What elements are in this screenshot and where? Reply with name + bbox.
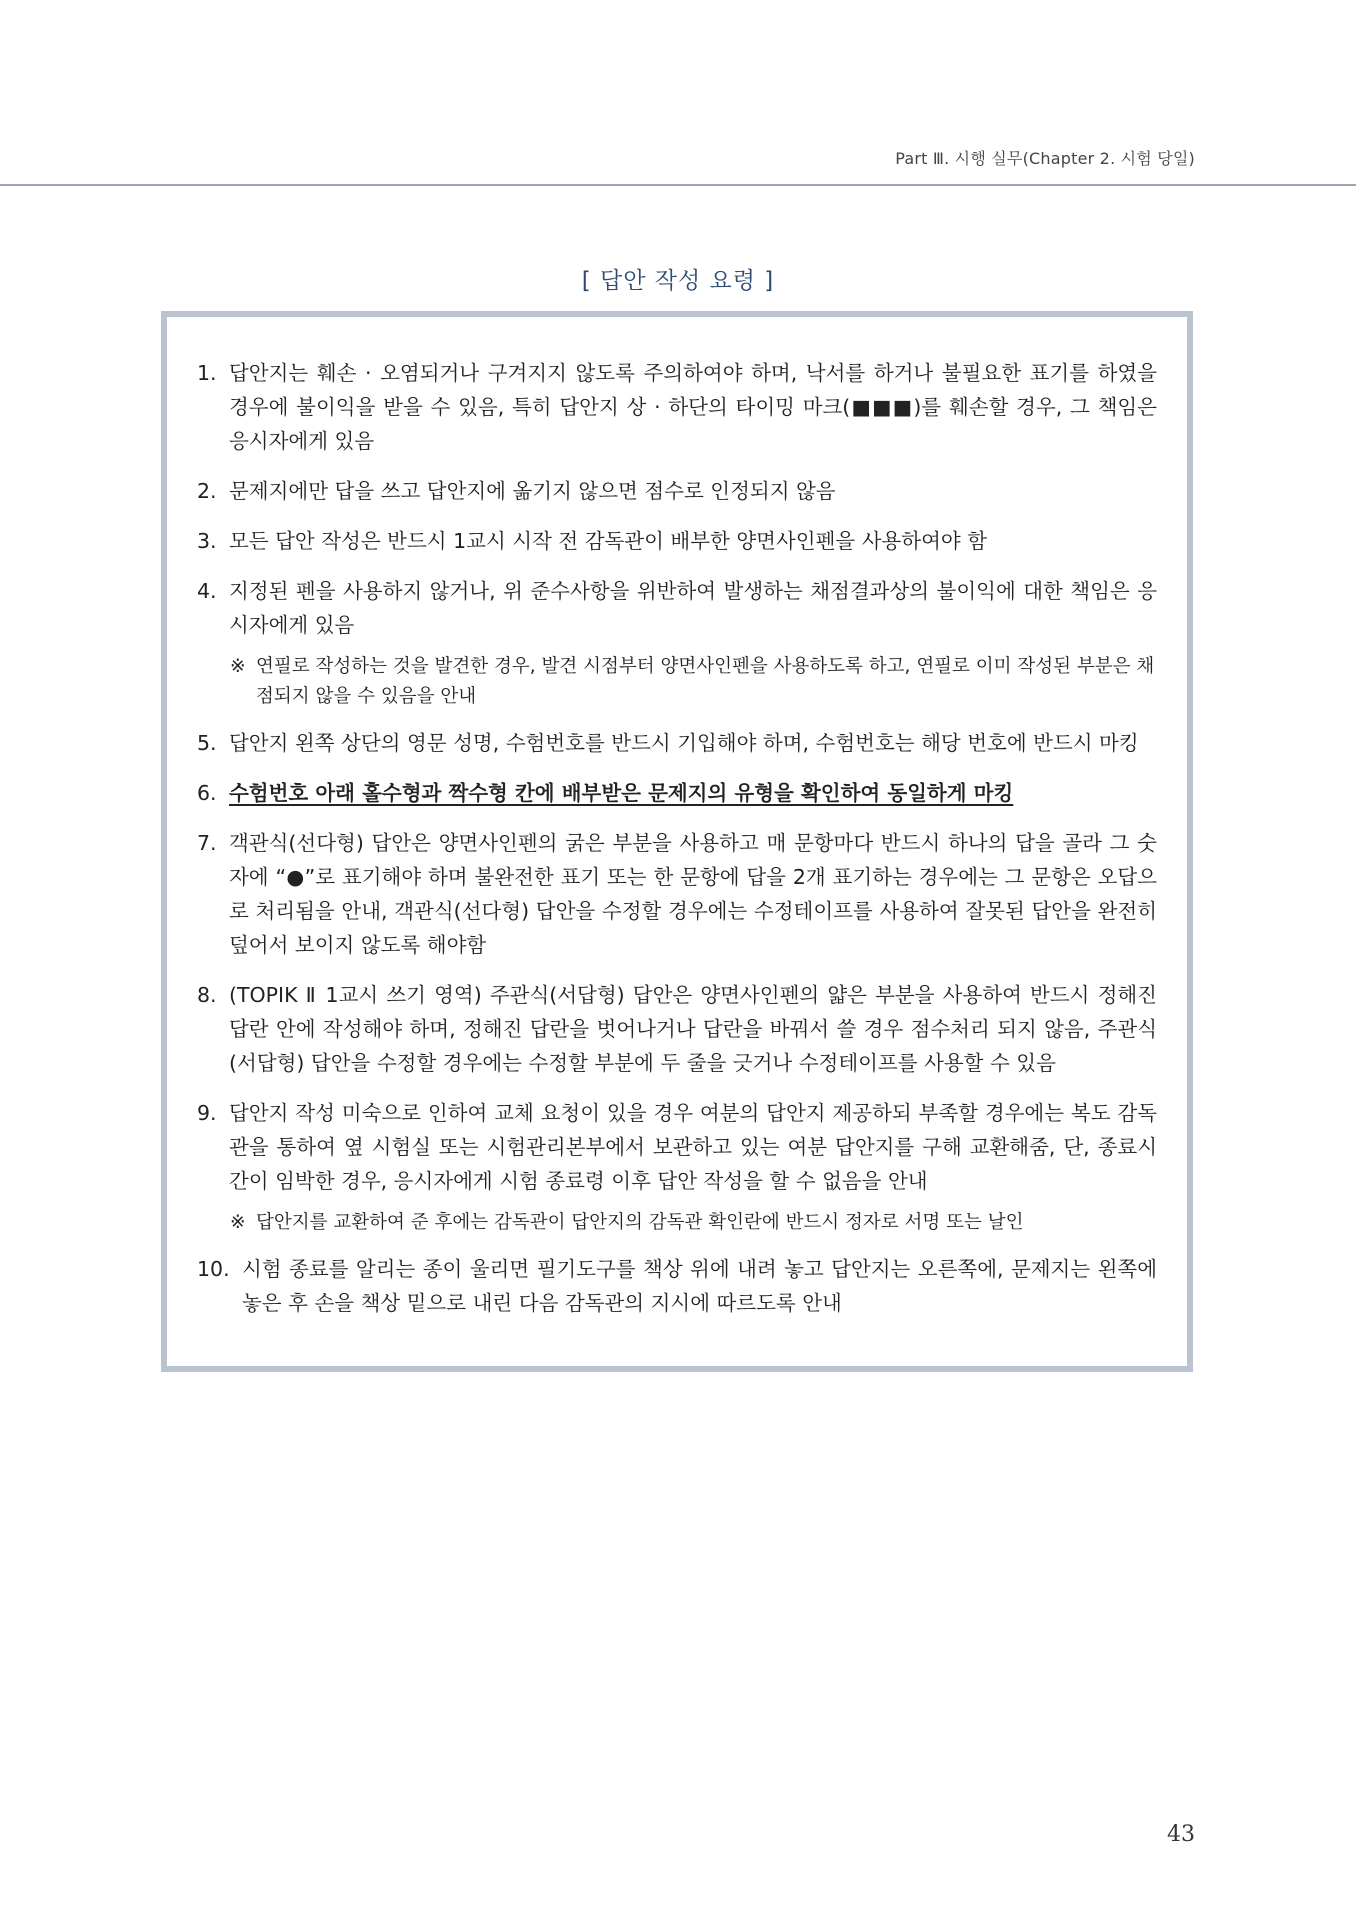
note-text: 연필로 작성하는 것을 발견한 경우, 발견 시점부터 양면사인펜을 사용하도록 하고, 연필로 이미 작성된 부분은 채점되지 않을 수 있음을 안내 <box>256 656 1155 707</box>
item-text: 답안지 왼쪽 상단의 영문 성명, 수험번호를 반드시 기입해야 하며, 수험번호는 해당 번호에 반드시 마킹 <box>229 731 1139 755</box>
item-number: 7. <box>197 831 217 855</box>
list-item <box>197 356 1157 458</box>
list-item <box>197 826 1157 962</box>
item-number: 2. <box>197 479 217 503</box>
note-mark: ※ <box>230 656 246 677</box>
running-header: Part Ⅲ. 시행 실무(Chapter 2. 시험 당일) <box>895 149 1195 168</box>
section-title: [ 답안 작성 요령 ] <box>581 268 775 294</box>
item-text: 지정된 펜을 사용하지 않거나, 위 준수사항을 위반하여 발생하는 채점결과상의 불이익에 대한 책임은 응시자에게 있음 <box>229 579 1157 637</box>
item-number: 3. <box>197 529 217 553</box>
item-number: 10. <box>197 1257 230 1281</box>
note-mark: ※ <box>230 1212 246 1233</box>
item-note <box>197 652 1157 712</box>
item-number: 1. <box>197 361 217 385</box>
list-item <box>197 1096 1157 1198</box>
item-number: 6. <box>197 781 217 805</box>
item-text: 답안지 작성 미숙으로 인하여 교체 요청이 있을 경우 여분의 답안지 제공하되 부족할 경우에는 복도 감독관을 통하여 옆 시험실 또는 시험관리본부에서 보관하고 있는 여분 답안지를 구해 교환해줌, 단, 종료시간이 임박한 경우, 응시자에게 시험 종료령 이후 답안 작성을 할 수 없음을 안내 <box>229 1101 1157 1193</box>
item-text: 시험 종료를 알리는 종이 울리면 필기도구를 책상 위에 내려 놓고 답안지는 오른쪽에, 문제지는 왼쪽에 놓은 후 손을 책상 밑으로 내린 다음 감독관의 지시에 따르도록 안내 <box>242 1257 1157 1315</box>
item-text: 객관식(선다형) 답안은 양면사인펜의 굵은 부분을 사용하고 매 문항마다 반드시 하나의 답을 골라 그 숫자에 “●”로 표기해야 하며 불완전한 표기 또는 한 문항에 답을 2개 표기하는 경우에는 그 문항은 오답으로 처리됨을 안내, 객관식(선다형) 답안을 수정할 경우에는 수정테이프를 사용하여 잘못된 답안을 완전히 덮어서 보이지 않도록 해야함 <box>229 831 1157 957</box>
instructions-list <box>197 356 1157 1336</box>
item-number: 8. <box>197 983 217 1007</box>
header-rule <box>0 184 1356 186</box>
note-text: 답안지를 교환하여 준 후에는 감독관이 답안지의 감독관 확인란에 반드시 정자로 서명 또는 날인 <box>256 1212 1024 1233</box>
list-item <box>197 574 1157 642</box>
page-number: 43 <box>1167 1822 1195 1847</box>
item-text: 모든 답안 작성은 반드시 1교시 시작 전 감독관이 배부한 양면사인펜을 사용하여야 함 <box>229 529 988 553</box>
item-text: 수험번호 아래 홀수형과 짝수형 칸에 배부받은 문제지의 유형을 확인하여 동일하게 마킹 <box>229 781 1014 805</box>
item-text: 답안지는 훼손 · 오염되거나 구겨지지 않도록 주의하여야 하며, 낙서를 하거나 불필요한 표기를 하였을 경우에 불이익을 받을 수 있음, 특히 답안지 상 · 하단의 타이밍 마크(■■■)를 훼손할 경우, 그 책임은 응시자에게 있음 <box>229 361 1157 453</box>
list-item <box>197 726 1157 760</box>
item-number: 9. <box>197 1101 217 1125</box>
list-item <box>197 978 1157 1080</box>
item-text: 문제지에만 답을 쓰고 답안지에 옮기지 않으면 점수로 인정되지 않음 <box>229 479 836 503</box>
list-item <box>197 474 1157 508</box>
list-item <box>197 776 1157 810</box>
item-note <box>197 1208 1157 1238</box>
list-item <box>197 1252 1157 1320</box>
item-text: (TOPIK Ⅱ 1교시 쓰기 영역) 주관식(서답형) 답안은 양면사인펜의 얇은 부분을 사용하여 반드시 정해진 답란 안에 작성해야 하며, 정해진 답란을 벗어나거나 답란을 바꿔서 쓸 경우 점수처리 되지 않음, 주관식 (서답형) 답안을 수정할 경우에는 수정할 부분에 두 줄을 긋거나 수정테이프를 사용할 수 있음 <box>229 983 1157 1075</box>
item-number: 5. <box>197 731 217 755</box>
list-item <box>197 524 1157 558</box>
item-number: 4. <box>197 579 217 603</box>
